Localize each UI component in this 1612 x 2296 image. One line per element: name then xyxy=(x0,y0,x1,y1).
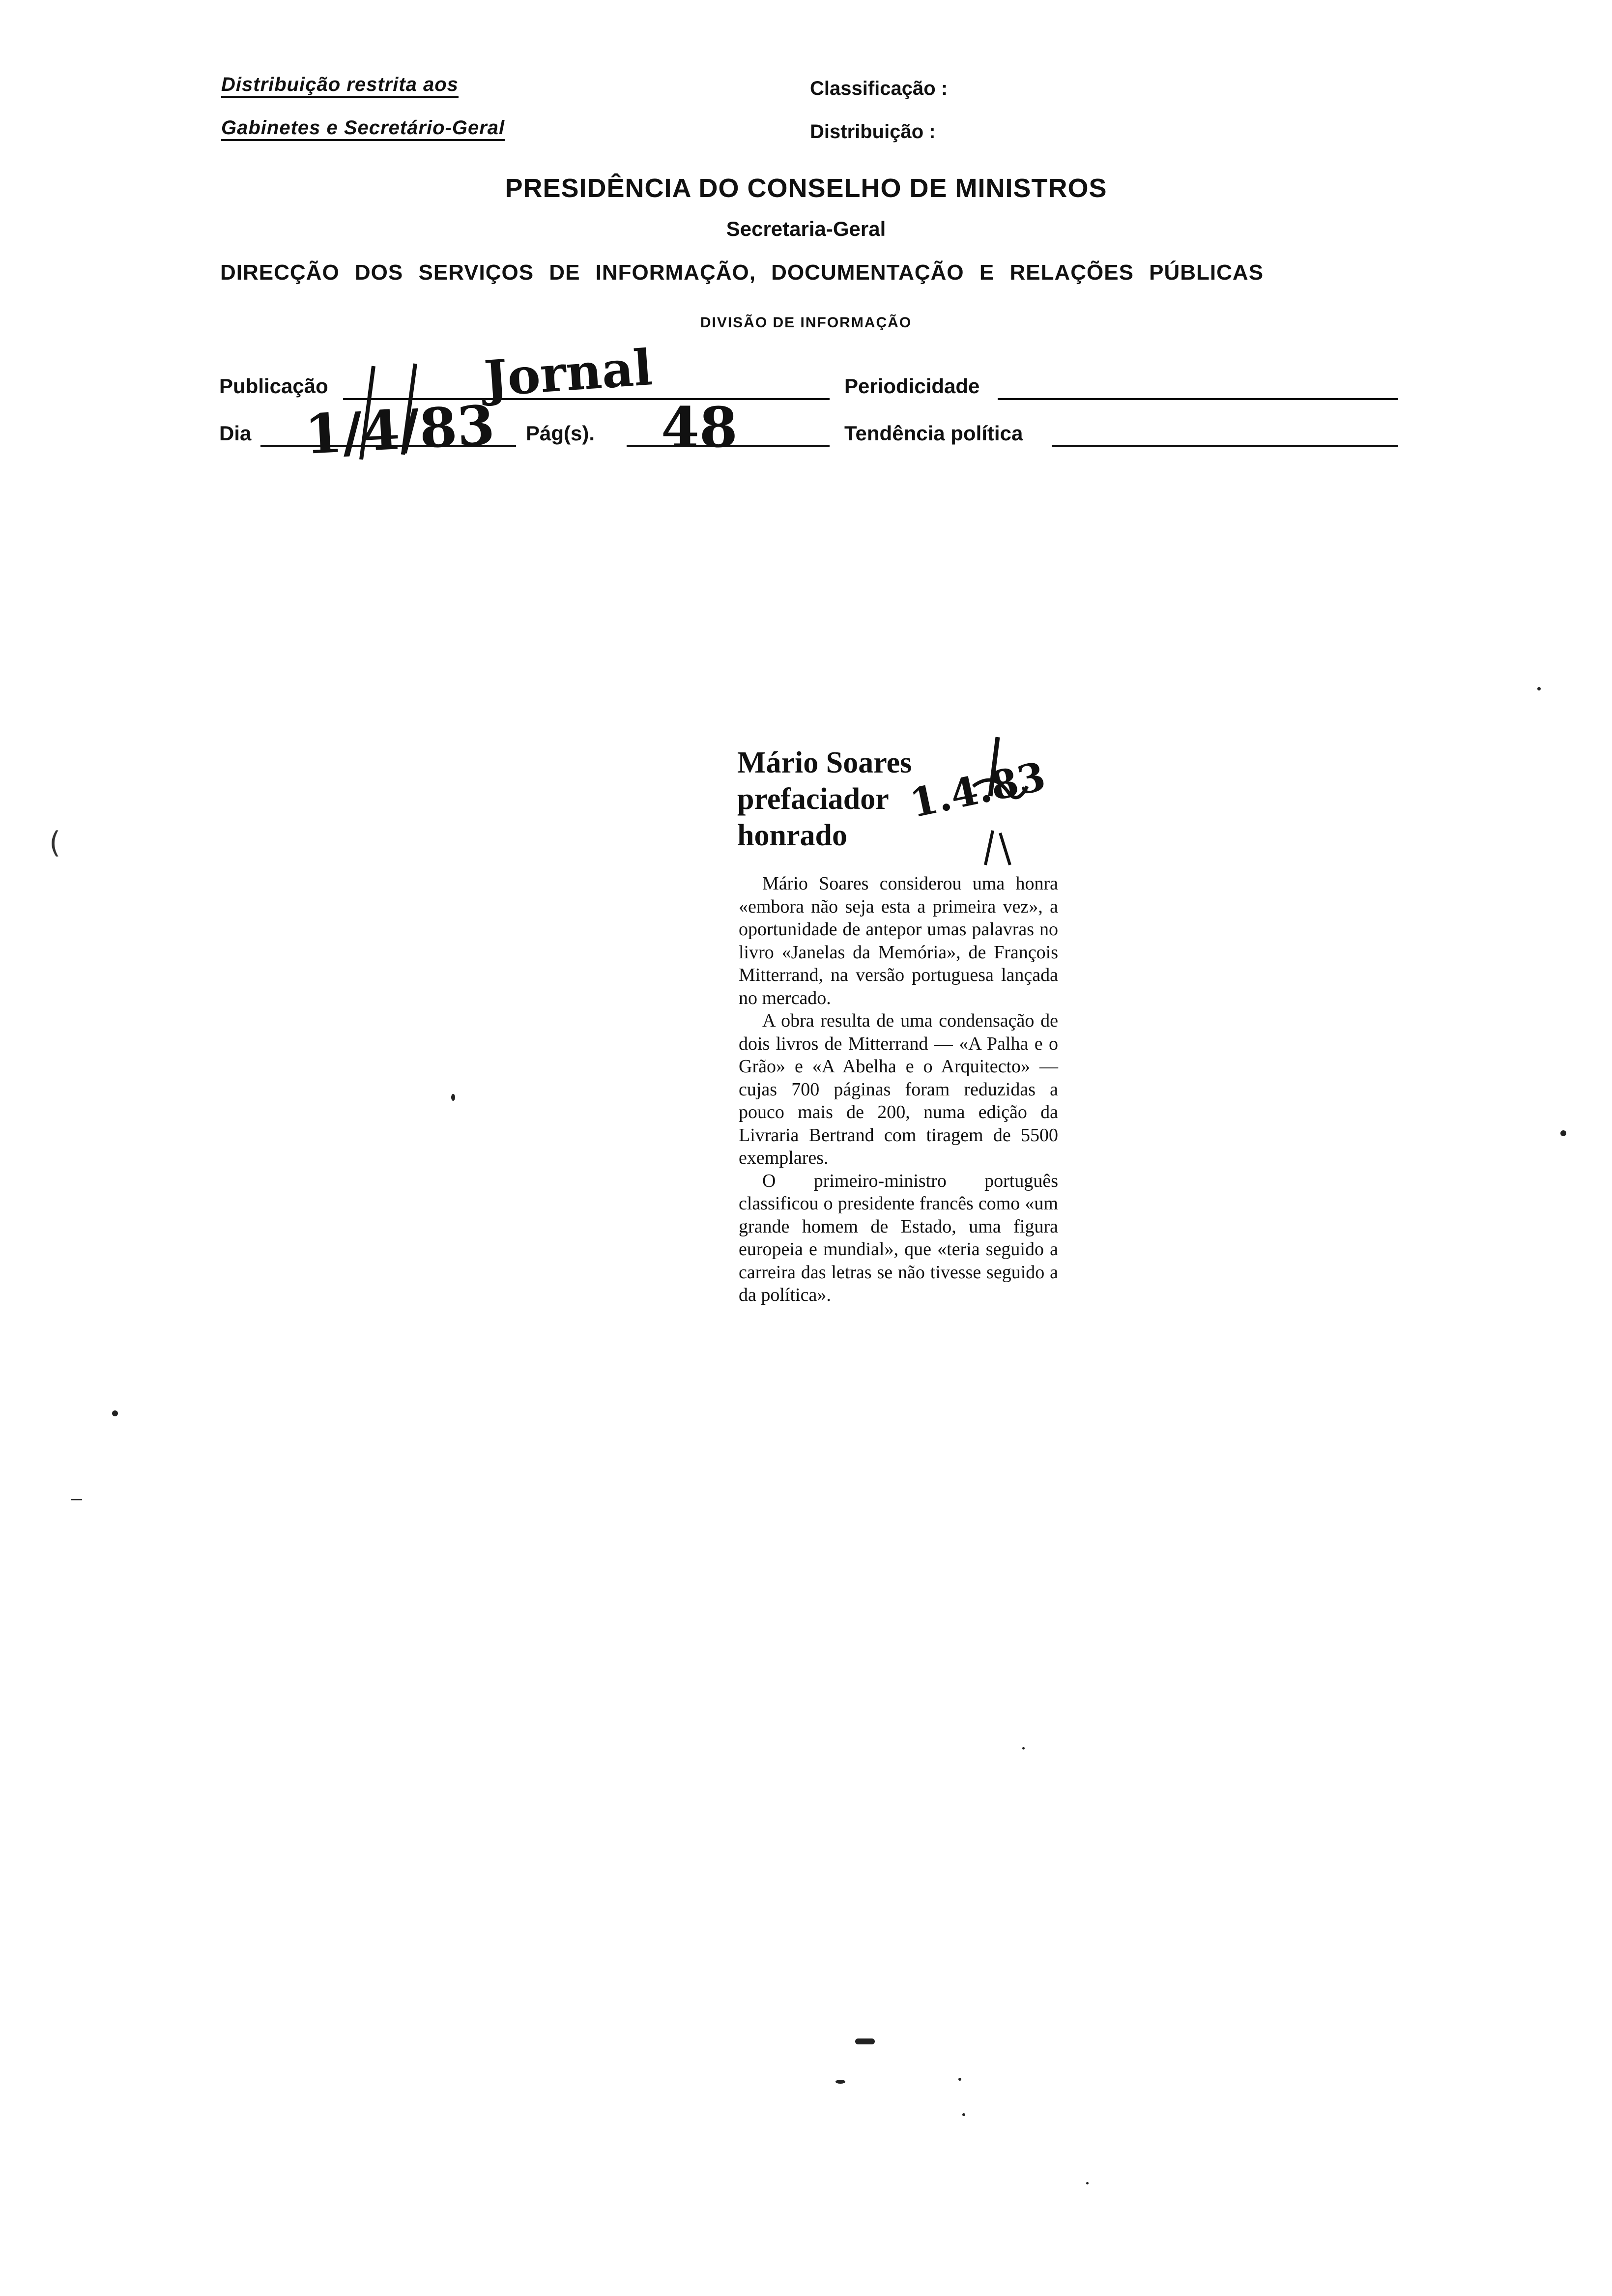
pages-handwritten: 48 xyxy=(661,396,738,460)
periodicity-label: Periodicidade xyxy=(844,374,980,398)
periodicity-rule xyxy=(998,398,1398,400)
organization-title: PRESIDÊNCIA DO CONSELHO DE MINISTROS xyxy=(505,173,1107,203)
scan-speck xyxy=(1537,687,1541,690)
secretariat-title: Secretaria-Geral xyxy=(726,217,886,240)
scan-speck xyxy=(71,1499,82,1500)
directorate-title: DIRECÇÃO DOS SERVIÇOS DE INFORMAÇÃO, DOCUMENTAÇÃO E RELAÇÕES PÚBLICAS xyxy=(220,260,1264,285)
article-paragraph: Mário Soares considerou uma honra «embora não seja esta a primeira vez», a oportunidade de antepor umas palavras no livro «Janelas da Memória», de François Mitterrand, na versão portuguesa lançada no mercado. xyxy=(739,873,1058,1008)
pages-label: Pág(s). xyxy=(526,422,595,445)
distribution-label: Distribuição : xyxy=(810,121,936,143)
political-tendency-label: Tendência política xyxy=(844,422,1023,445)
division-title: DIVISÃO DE INFORMAÇÃO xyxy=(700,315,912,331)
distribution-note-line2: Gabinetes e Secretário-Geral xyxy=(221,117,505,141)
scan-speck xyxy=(962,2113,965,2116)
scan-speck xyxy=(1086,2182,1089,2184)
scan-speck xyxy=(1022,1747,1025,1750)
political-tendency-rule xyxy=(1052,445,1398,447)
scan-speck xyxy=(451,1094,455,1101)
scan-speck xyxy=(958,2078,961,2081)
scan-mark: ( xyxy=(49,826,61,860)
scan-speck xyxy=(112,1410,118,1416)
article-paragraph: A obra resulta de uma condensação de dois livros de Mitterrand — «A Palha e o Grão» e «A Abelha e o Arquitecto» — cujas 700 páginas foram reduzidas a pouco mais de 200, numa edição da Livraria Bertrand com tiragem de 5500 exemplares. xyxy=(739,1010,1058,1168)
clipping-headline: Mário Soares prefaciador honrado xyxy=(737,746,912,852)
scan-speck xyxy=(1560,1130,1566,1136)
article-paragraph: O primeiro-ministro português classificou o presidente francês como «um grande homem de Estado, uma figura europeia e mundial», que «teria seguido a carreira das letras se não tivesse seguido a da política». xyxy=(739,1170,1058,1305)
classification-label: Classificação : xyxy=(810,78,948,99)
clipping-article-body xyxy=(739,872,1058,1307)
day-label: Dia xyxy=(219,422,252,445)
scan-speck xyxy=(835,2080,845,2084)
scan-speck xyxy=(855,2038,875,2044)
clipping-handwritten-date: 1.4.83 xyxy=(906,753,1050,827)
day-handwritten: 1/4/83 xyxy=(303,393,496,467)
publication-handwritten: Jornal xyxy=(482,338,654,408)
handwritten-initials-icon xyxy=(963,732,1037,870)
distribution-note-line1: Distribuição restrita aos xyxy=(221,74,459,98)
publication-label: Publicação xyxy=(219,374,328,398)
